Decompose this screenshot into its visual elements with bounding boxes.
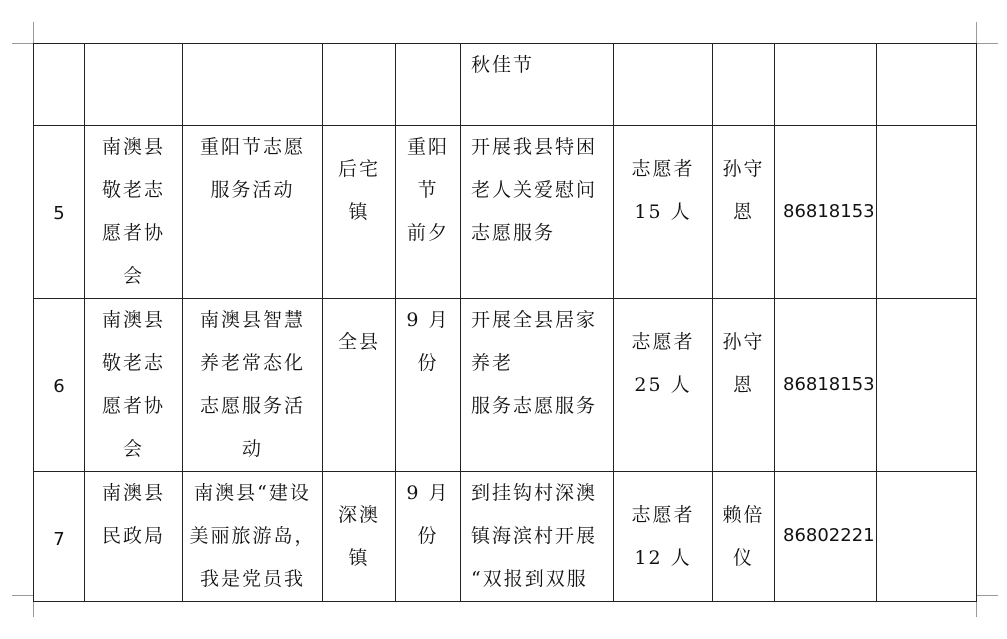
cell-location [323,44,396,126]
cell-content [461,299,614,472]
volunteer-activity-table [33,43,977,602]
table-row [34,44,977,126]
cell-line: 15 人 [634,201,692,223]
cell-phone [775,126,877,299]
cell-activity-name [183,44,323,126]
cell-line: 到挂钩村深澳 [471,482,598,504]
cell-line: 秋佳节 [471,54,535,76]
table-row [34,299,977,472]
cell-phone [775,299,877,472]
cell-contact [713,299,775,472]
cell-participants [614,44,713,126]
cell-line: 养老 [471,352,514,374]
cell-line: 养老常态化 [199,352,305,374]
cell-line: 赖倍 [722,504,765,526]
cell-line: 仪 [732,547,754,569]
cell-phone [775,472,877,602]
cell-line: 敬老志 [101,352,165,374]
cell-line: 会 [122,438,144,460]
cell-number [34,472,85,602]
cell-line: 全县 [337,331,380,353]
cell-organizer [85,44,183,126]
crop-mark-top-left-h [12,43,33,44]
cell-line: 节 [417,179,439,201]
cell-participants [614,299,713,472]
cell-line: 恩 [732,374,754,396]
cell-line: 孙守 [722,331,765,353]
cell-line: 孙守 [722,158,765,180]
phone-number: 86818153 [783,201,875,222]
cell-line: 我是党员我 [199,568,305,590]
table-row [34,126,977,299]
cell-number [34,126,85,299]
cell-line: 份 [417,352,439,374]
cell-content [461,44,614,126]
cell-line: 南澳县 [101,482,165,504]
table-row [34,472,977,602]
cell-content [461,126,614,299]
cell-activity-name [183,472,323,602]
cell-line: 会 [122,265,144,287]
cell-organizer [85,126,183,299]
cell-time [396,472,461,602]
cell-location [323,472,396,602]
cell-note [877,44,977,126]
row-number: 7 [53,529,65,550]
cell-line: 美丽旅游岛， [189,525,316,547]
cell-note [877,299,977,472]
crop-mark-bottom-right-h [977,595,998,596]
cell-line: 志愿者 [631,504,695,526]
crop-mark-bottom-left-h [12,595,33,596]
cell-participants [614,126,713,299]
cell-line: 志愿服务 [471,222,556,244]
cell-line: 南澳县 [101,309,165,331]
cell-line: 南澳县智慧 [199,309,305,331]
cell-note [877,472,977,602]
cell-line: 镇 [348,547,370,569]
cell-line: 深澳 [337,504,380,526]
cell-time [396,44,461,126]
cell-line: 重阳 [406,136,449,158]
cell-line: 份 [417,525,439,547]
cell-contact [713,472,775,602]
cell-line: 动 [241,438,263,460]
cell-line: 25 人 [634,374,692,396]
cell-organizer [85,299,183,472]
cell-line: 老人关爱慰问 [471,179,598,201]
cell-content [461,472,614,602]
cell-phone [775,44,877,126]
cell-line: 重阳节志愿 [199,136,305,158]
cell-contact [713,44,775,126]
cell-activity-name [183,299,323,472]
cell-line: 愿者协 [101,395,165,417]
cell-participants [614,472,713,602]
cell-number [34,44,85,126]
phone-number: 86802221 [783,525,875,546]
cell-line: 恩 [732,201,754,223]
cell-contact [713,126,775,299]
cell-line: 开展我县特困 [471,136,598,158]
cell-location [323,299,396,472]
cell-time [396,126,461,299]
cell-line: 后宅 [337,158,380,180]
cell-organizer [85,472,183,602]
cell-line: 服务志愿服务 [471,395,598,417]
cell-line: 服务活动 [210,179,295,201]
cell-line: 9 月 [406,482,450,504]
cell-line: 9 月 [406,309,450,331]
cell-line: 民政局 [101,525,165,547]
cell-line: 愿者协 [101,222,165,244]
cell-line: 志愿服务活 [199,395,305,417]
cell-line: 前夕 [406,222,449,244]
cell-line: 南澳县“建设 [194,482,311,504]
cell-activity-name [183,126,323,299]
cell-location [323,126,396,299]
cell-time [396,299,461,472]
cell-line: 志愿者 [631,158,695,180]
crop-mark-top-right-h [977,43,998,44]
cell-line: 镇 [348,201,370,223]
crop-mark-top-right-v [976,22,977,43]
cell-line: 开展全县居家 [471,309,598,331]
cell-line: 南澳县 [101,136,165,158]
cell-line: 镇海滨村开展 [471,525,598,547]
crop-mark-top-left-v [33,22,34,43]
cell-line: 志愿者 [631,331,695,353]
cell-number [34,299,85,472]
cell-note [877,126,977,299]
row-number: 6 [53,376,65,397]
phone-number: 86818153 [783,374,875,395]
cell-line: 12 人 [634,547,692,569]
cell-line: “双报到双服 [471,568,588,590]
row-number: 5 [53,203,65,224]
cell-line: 敬老志 [101,179,165,201]
